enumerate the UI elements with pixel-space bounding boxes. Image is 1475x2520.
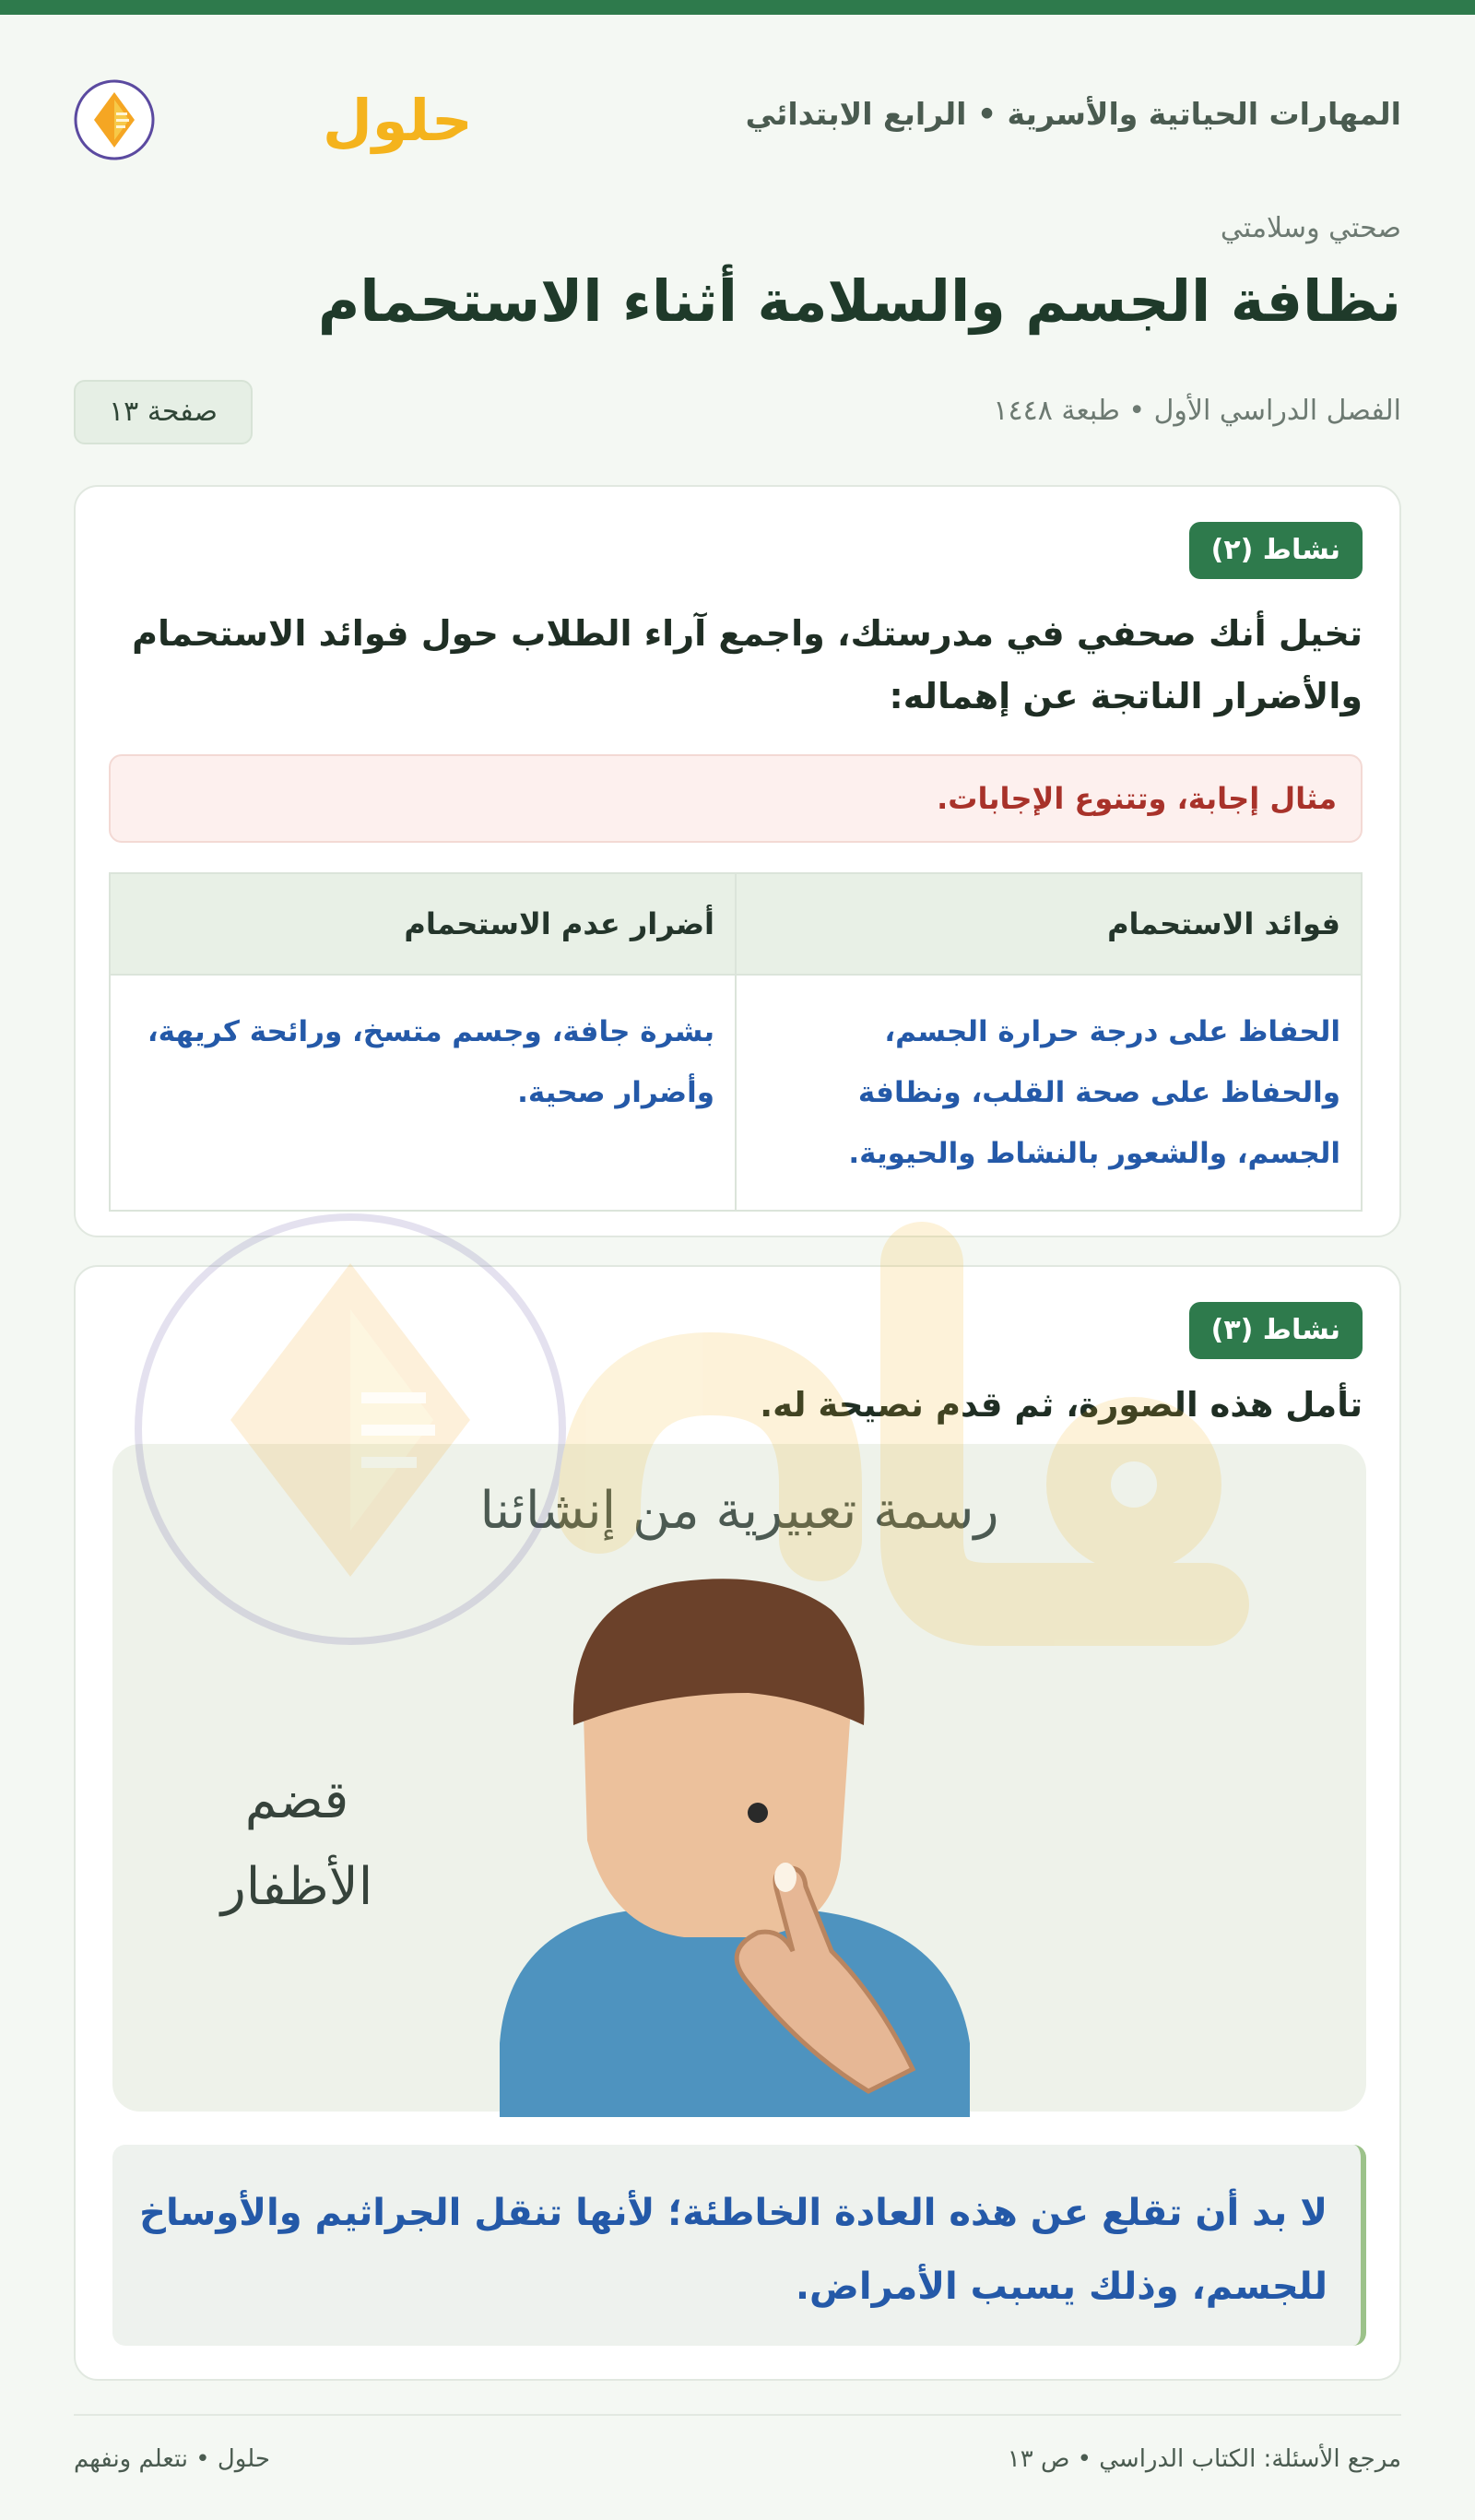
unit-name: صحتي وسلامتي [1220, 212, 1401, 244]
svg-text:حلول: حلول [323, 87, 473, 154]
harms-answer-cell: بشرة جافة، وجسم متسخ، ورائحة كريهة، وأضرار صحية. [110, 975, 736, 1211]
edition-meta: الفصل الدراسي الأول • طبعة ١٤٤٨ [993, 395, 1401, 427]
subject-title: المهارات الحياتية والأسرية • الرابع الابتدائي [745, 96, 1401, 132]
table-row [110, 975, 1362, 1211]
footer-reference: مرجع الأسئلة: الكتاب الدراسي • ص ١٣ [1007, 2445, 1401, 2473]
page-title: نظافة الجسم والسلامة أثناء الاستحمام [317, 267, 1401, 335]
activity-2-question: تخيل أنك صحفي في مدرستك، واجمع آراء الطلاب حول فوائد الاستحمام والأضرار الناتجة عن إهماله: [132, 613, 1363, 716]
activity-3-question: تأمل هذه الصورة، ثم قدم نصيحة له. [760, 1385, 1363, 1425]
activity-2-badge: نشاط (٢) [1189, 522, 1363, 579]
illustration-label [205, 1757, 389, 1931]
footer-brand: حلول • نتعلم ونفهم [74, 2445, 270, 2473]
label-line-2: الأظفار [220, 1857, 373, 1917]
activity-2-card [74, 485, 1401, 1237]
top-accent-bar [0, 0, 1475, 15]
advice-answer: لا بد أن تقلع عن هذه العادة الخاطئة؛ لأنها تنقل الجراثيم والأوساخ للجسم، وذلك يسبب الأمراض. [112, 2145, 1366, 2346]
activity-3-card [74, 1265, 1401, 2381]
hulul-logo[interactable] [74, 65, 473, 166]
label-line-1: قضم [244, 1770, 349, 1830]
page-number-badge: صفحة ١٣ [74, 380, 253, 444]
sample-answer-note: مثال إجابة، وتتنوع الإجابات. [109, 754, 1363, 843]
table-header-harms: أضرار عدم الاستحمام [110, 873, 736, 975]
page-header [74, 65, 1401, 166]
footer-divider [74, 2414, 1401, 2416]
nail-biting-illustration [112, 1444, 1366, 2112]
boy-biting-nails-drawing [472, 1564, 988, 2117]
benefits-answer-cell: الحفاظ على درجة حرارة الجسم، والحفاظ على صحة القلب، ونظافة الجسم، والشعور بالنشاط والحيوية. [736, 975, 1362, 1211]
table-header-benefits: فوائد الاستحمام [736, 873, 1362, 975]
illustration-caption: رسمة تعبيرية من إنشائنا [479, 1481, 999, 1541]
activity-3-badge: نشاط (٣) [1189, 1302, 1363, 1359]
bath-benefits-table [109, 872, 1363, 1212]
